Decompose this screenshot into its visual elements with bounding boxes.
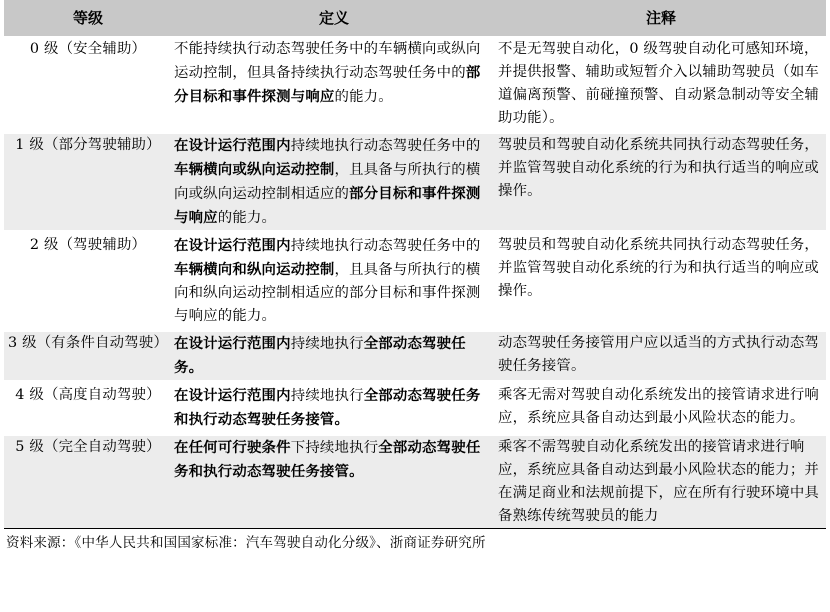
definition-bold-text: 部分目标和事件探测与响应 bbox=[174, 185, 481, 226]
definition-cell bbox=[172, 232, 496, 330]
definition-bold-text: 车辆横向和纵向运动控制 bbox=[174, 261, 335, 278]
level-cell: 4 级（高度自动驾驶） bbox=[4, 382, 172, 434]
level-cell: 2 级（驾驶辅助） bbox=[4, 232, 172, 330]
definition-text: 的能力。 bbox=[334, 89, 393, 105]
header-row bbox=[4, 0, 826, 36]
definition-bold-text: 全部动态驾驶任务。 bbox=[174, 335, 466, 376]
definition-text: 的能力。 bbox=[217, 210, 277, 226]
document-page bbox=[4, 0, 826, 553]
automation-levels-table bbox=[4, 0, 826, 529]
definition-bold-text: 在设计运行范围内 bbox=[174, 387, 291, 404]
definition-text: 持续地执行动态驾驶任务中的 bbox=[290, 238, 481, 254]
definition-bold-text: 在任何可行驶条件 bbox=[174, 439, 291, 456]
definition-text: 持续地执行动态驾驶任务中的 bbox=[290, 138, 481, 154]
table-row bbox=[4, 132, 826, 232]
table-row bbox=[4, 36, 826, 132]
table-row bbox=[4, 434, 826, 529]
definition-bold-text: 车辆横向或纵向运动控制 bbox=[174, 161, 335, 178]
definition-bold-text: 在设计运行范围内 bbox=[174, 137, 291, 154]
definition-text: 不能持续执行动态驾驶任务中的车辆横向或纵向运动控制，但具备持续执行动态驾驶任务中的 bbox=[174, 41, 481, 81]
definition-bold-text: 全部动态驾驶任务和执行动态驾驶任务接管。 bbox=[174, 439, 481, 480]
header-note: 注释 bbox=[645, 8, 676, 27]
definition-cell bbox=[172, 36, 496, 132]
definition-text: ，且具备与所执行的横向或纵向运动控制相适应的 bbox=[174, 162, 481, 202]
table-header bbox=[4, 0, 826, 36]
definition-bold-text: 部分目标和事件探测与响应 bbox=[174, 64, 481, 105]
table-row bbox=[4, 382, 826, 434]
definition-cell bbox=[172, 434, 496, 529]
header-level: 等级 bbox=[72, 8, 103, 27]
note-cell: 不是无驾驶自动化，0 级驾驶自动化可感知环境，并提供报警、辅助或短暂介入以辅助驾驶员（如车道偏离预警、前碰撞预警、自动紧急制动等安全辅助功能）。 bbox=[496, 36, 826, 132]
source-note: 资料来源：《中华人民共和国国家标准：汽车驾驶自动化分级》、浙商证券研究所 bbox=[6, 535, 486, 551]
note-cell: 驾驶员和驾驶自动化系统共同执行动态驾驶任务，并监管驾驶自动化系统的行为和执行适当的响应或操作。 bbox=[496, 232, 826, 330]
definition-text: 持续地执行 bbox=[290, 388, 364, 404]
note-cell: 动态驾驶任务接管用户应以适当的方式执行动态驾驶任务接管。 bbox=[496, 330, 826, 382]
table-row bbox=[4, 330, 826, 382]
level-cell: 0 级（安全辅助） bbox=[4, 36, 172, 132]
level-cell: 3 级（有条件自动驾驶） bbox=[4, 330, 172, 382]
definition-cell bbox=[172, 382, 496, 434]
definition-bold-text: 在设计运行范围内 bbox=[174, 335, 291, 352]
definition-text: ，且具备与所执行的横向和纵向运动控制相适应的部分目标和事件探测与响应的能力。 bbox=[174, 262, 481, 324]
note-cell: 驾驶员和驾驶自动化系统共同执行动态驾驶任务，并监管驾驶自动化系统的行为和执行适当的响应或操作。 bbox=[496, 132, 826, 232]
definition-text: 下持续地执行 bbox=[290, 440, 379, 456]
definition-bold-text: 在设计运行范围内 bbox=[174, 237, 291, 254]
level-cell: 1 级（部分驾驶辅助） bbox=[4, 132, 172, 232]
definition-bold-text: 全部动态驾驶任务和执行动态驾驶任务接管。 bbox=[174, 387, 481, 428]
note-cell: 乘客不需驾驶自动化系统发出的接管请求进行响应，系统应具备自动达到最小风险状态的能力；并在满足商业和法规前提下，应在所有行驶环境中具备熟练传统驾驶员的能力 bbox=[496, 434, 826, 529]
table-body bbox=[4, 36, 826, 529]
note-cell: 乘客无需对驾驶自动化系统发出的接管请求进行响应，系统应具备自动达到最小风险状态的能力。 bbox=[496, 382, 826, 434]
level-cell: 5 级（完全自动驾驶） bbox=[4, 434, 172, 529]
definition-text: 持续地执行 bbox=[290, 336, 364, 352]
table-row bbox=[4, 232, 826, 330]
definition-cell bbox=[172, 132, 496, 232]
definition-cell bbox=[172, 330, 496, 382]
header-definition: 定义 bbox=[318, 8, 349, 27]
